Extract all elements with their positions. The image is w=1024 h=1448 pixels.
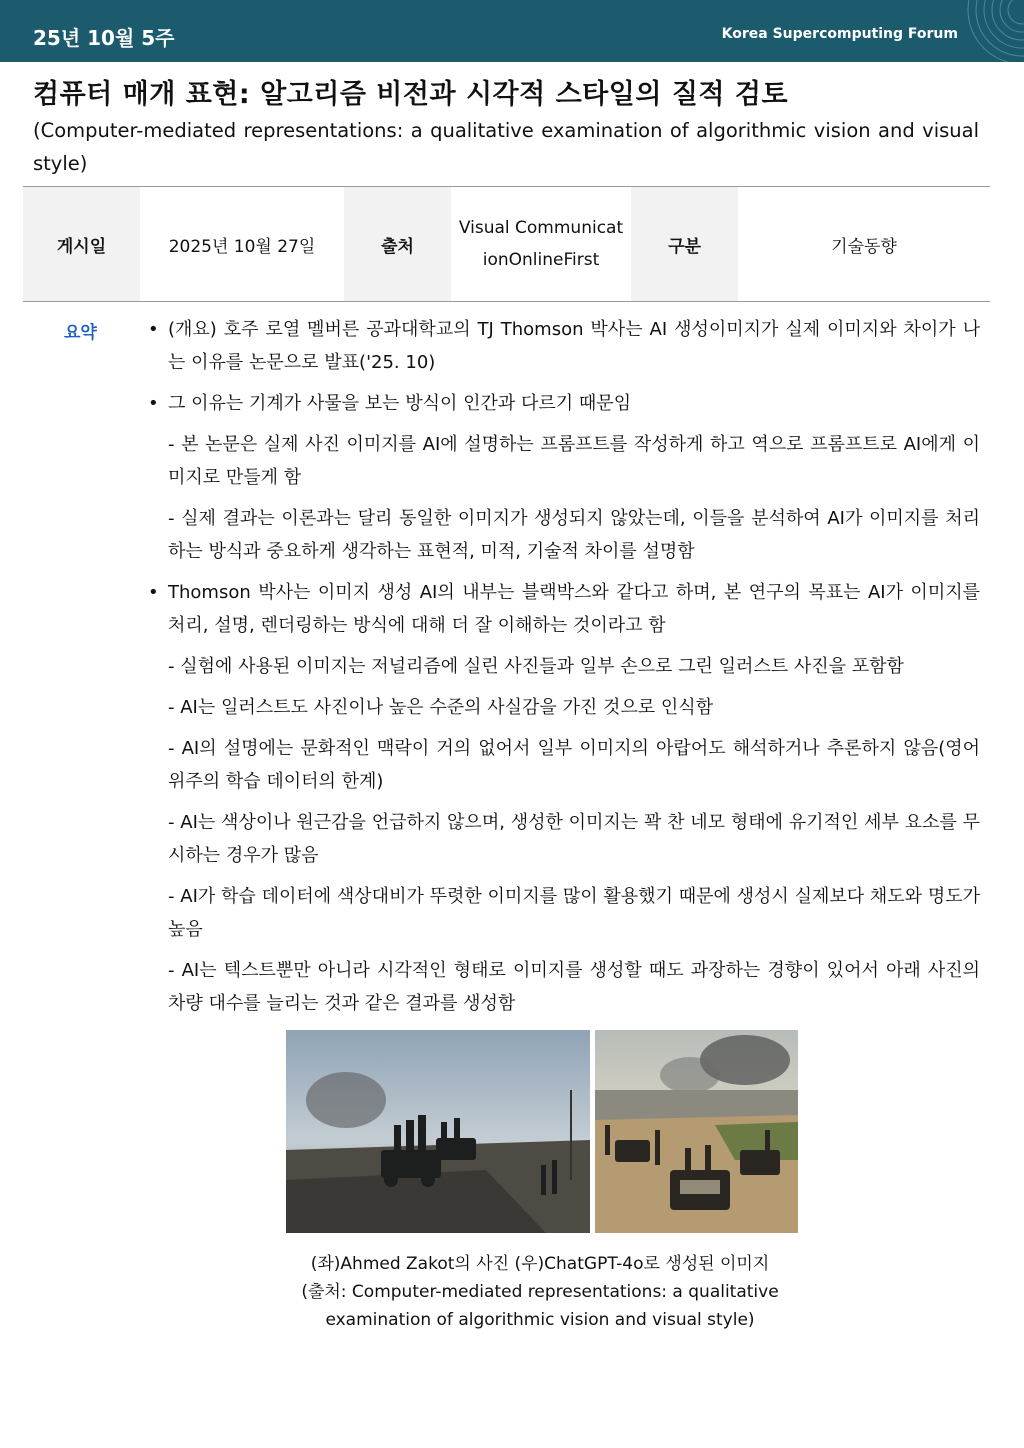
sub-item: - 실제 결과는 이론과는 달리 동일한 이미지가 생성되지 않았는데, 이들을 분석하여 AI가 이미지를 처리하는 방식과 중요하게 생각하는 표현적, 미적, 기술적 차이를 설명함 [168, 508, 980, 562]
sub-item: - 실험에 사용된 이미지는 저널리즘에 실린 사진들과 일부 손으로 그린 일러스트 사진을 포함함 [168, 656, 904, 677]
caption-line-1: (좌)Ahmed Zakot의 사진 (우)ChatGPT-4o로 생성된 이미지 [310, 1254, 770, 1274]
bullet-text: (개요) 호주 로열 멜버른 공과대학교의 TJ Thomson 박사는 AI 생성이미지가 실제 이미지와 차이가 나는 이유를 논문으로 발표('25. 10) [168, 319, 980, 373]
source-value: Visual CommunicationOnlineFirst [458, 218, 624, 270]
source-label: 출처 [344, 187, 451, 302]
bullet-item [148, 387, 980, 420]
wave-decoration-icon [934, 0, 1024, 62]
photo-caption [280, 1250, 800, 1334]
category-label: 구분 [631, 187, 738, 302]
sub-item: - 본 논문은 실제 사진 이미지를 AI에 설명하는 프롬프트를 작성하게 하고 역으로 프롬프트로 AI에게 이미지로 만들게 함 [168, 434, 980, 488]
document-subtitle: (Computer-mediated representations: a qualitative examination of algorithmic vision and visual style) [33, 119, 979, 175]
bullet-icon: • [148, 582, 159, 603]
meta-table [23, 186, 990, 302]
category-value: 기술동향 [831, 236, 897, 257]
bullet-text: Thomson 박사는 이미지 생성 AI의 내부는 블랙박스와 같다고 하며, 본 연구의 목표는 AI가 이미지를 처리, 설명, 렌더링하는 방식에 대해 더 잘 이해하는 것이라고 함 [168, 582, 980, 636]
header-bar [0, 0, 1024, 62]
bullet-icon: • [148, 319, 159, 340]
date-label: 게시일 [23, 187, 140, 302]
summary-content [148, 313, 980, 1028]
bullet-item [148, 313, 980, 379]
bullet-icon: • [148, 393, 159, 414]
meta-row [23, 187, 990, 302]
summary-label: 요약 [64, 323, 97, 343]
document-title: 컴퓨터 매개 표현: 알고리즘 비전과 시각적 스타일의 질적 검토 [33, 79, 789, 110]
sub-item: - AI는 일러스트도 사진이나 높은 수준의 사실감을 가진 것으로 인식함 [168, 697, 714, 718]
date-value: 2025년 10월 27일 [168, 236, 316, 257]
sub-item: - AI는 색상이나 원근감을 언급하지 않으며, 생성한 이미지는 꽉 찬 네모 형태에 유기적인 세부 요소를 무시하는 경우가 많음 [168, 812, 980, 866]
generated-photo [595, 1030, 798, 1233]
comparison-photos [286, 1030, 798, 1233]
original-photo [286, 1030, 590, 1233]
issue-week: 25년 10월 5주 [33, 26, 175, 50]
bullet-text: 그 이유는 기계가 사물을 보는 방식이 인간과 다르기 때문임 [168, 393, 632, 414]
bullet-item [148, 576, 980, 642]
sub-item: - AI의 설명에는 문화적인 맥락이 거의 없어서 일부 이미지의 아랍어도 해석하거나 추론하지 않음(영어 위주의 학습 데이터의 한계) [168, 738, 980, 792]
sub-item: - AI는 텍스트뿐만 아니라 시각적인 형태로 이미지를 생성할 때도 과장하는 경향이 있어서 아래 사진의 차량 대수를 늘리는 것과 같은 결과를 생성함 [168, 960, 980, 1014]
sub-item: - AI가 학습 데이터에 색상대비가 뚜렷한 이미지를 많이 활용했기 때문에 생성시 실제보다 채도와 명도가 높음 [168, 886, 980, 940]
forum-name: Korea Supercomputing Forum [721, 26, 958, 42]
caption-line-2: (출처: Computer-mediated representations: a qualitative examination of algorithmic vision and visual style) [301, 1282, 779, 1330]
